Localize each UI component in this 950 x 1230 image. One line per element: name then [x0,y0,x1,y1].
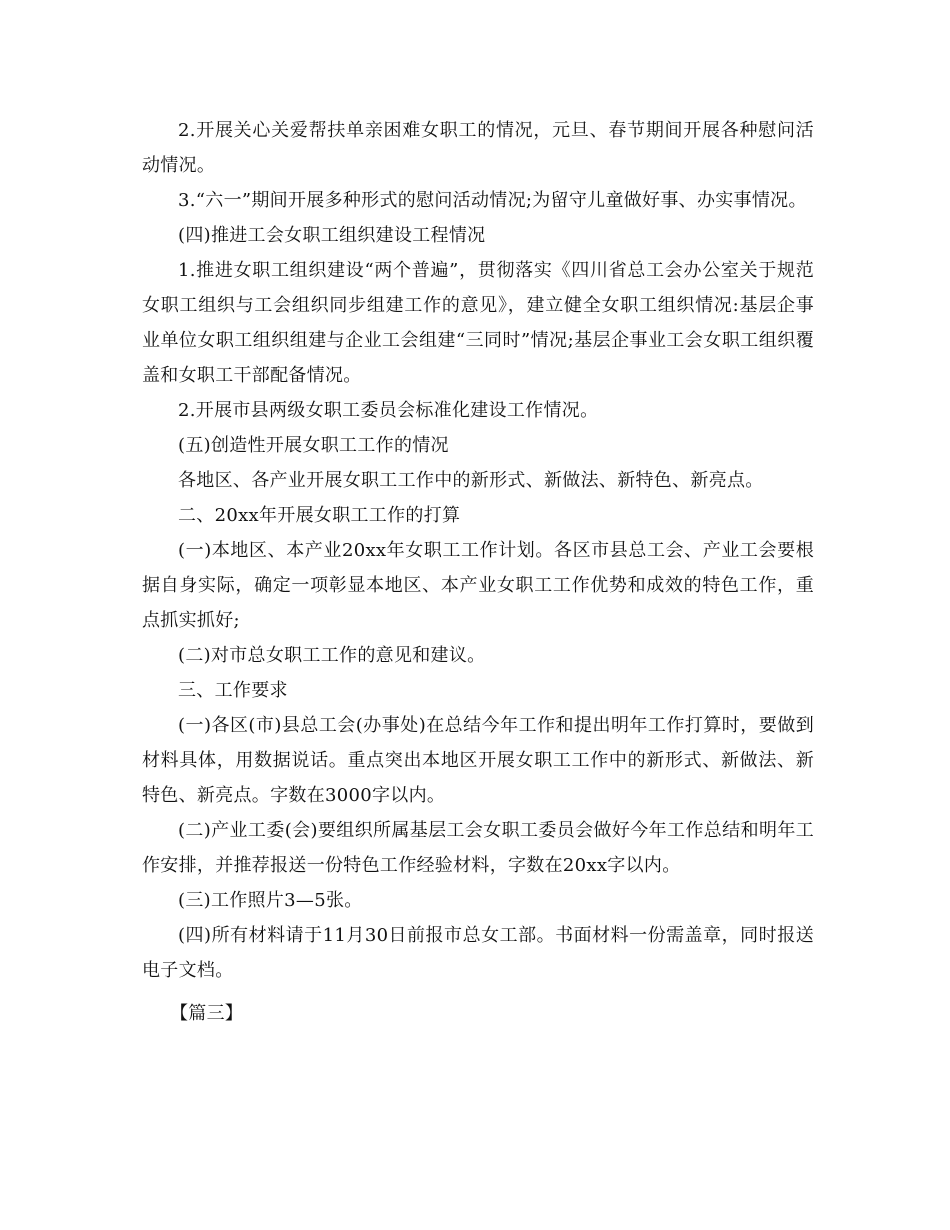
paragraph-item-plan-1: (一)本地区、本产业20xx年女职工工作计划。各区市县总工会、产业工会要根据自身实际，确定一项彰显本地区、本产业女职工工作优势和成效的特色工作，重点抓实抓好; [142,540,814,631]
paragraph-requirement-1: (一)各区(市)县总工会(办事处)在总结今年工作和提出明年工作打算时，要做到材料具体，用数据说话。重点突出本地区开展女职工工作中的新形式、新做法、新特色、新亮点。字数在3000字以内。 [142,715,814,806]
paragraph-item-4-1: 1.推进女职工组织建设“两个普遍”，贯彻落实《四川省总工会办公室关于规范女职工组织与工会组织同步组建工作的意见》，建立健全女职工组织情况:基层企事业单位女职工组织组建与企业工会组建“三同时”情况;基层企事业工会女职工组织覆盖和女职工干部配备情况。 [142,260,814,386]
paragraph-item-plan-2: (二)对市总女职工工作的意见和建议。 [178,645,486,666]
part-three-heading: 【篇三】 [170,1003,244,1024]
paragraph-item-3: 3.“六一”期间开展多种形式的慰问活动情况;为留守儿童做好事、办实事情况。 [178,190,807,211]
chapter-heading-2: 二、20xx年开展女职工工作的打算 [178,505,461,526]
document-body [142,113,814,1031]
paragraph-requirement-4: (四)所有材料请于11月30日前报市总女工部。书面材料一份需盖章，同时报送电子文档。 [142,925,814,981]
paragraph-item-4-2: 2.开展市县两级女职工委员会标准化建设工作情况。 [178,400,599,421]
paragraph-item-2: 2.开展关心关爱帮扶单亲困难女职工的情况，元旦、春节期间开展各种慰问活动情况。 [142,120,814,176]
section-heading-4: (四)推进工会女职工组织建设工程情况 [178,225,486,246]
paragraph-item-5: 各地区、各产业开展女职工工作中的新形式、新做法、新特色、新亮点。 [178,470,764,491]
chapter-heading-3: 三、工作要求 [178,680,288,701]
paragraph-requirement-3: (三)工作照片3—5张。 [178,890,363,911]
paragraph-requirement-2: (二)产业工委(会)要组织所属基层工会女职工委员会做好今年工作总结和明年工作安排，并推荐报送一份特色工作经验材料，字数在20xx字以内。 [142,820,814,876]
section-heading-5: (五)创造性开展女职工工作的情况 [178,435,449,456]
